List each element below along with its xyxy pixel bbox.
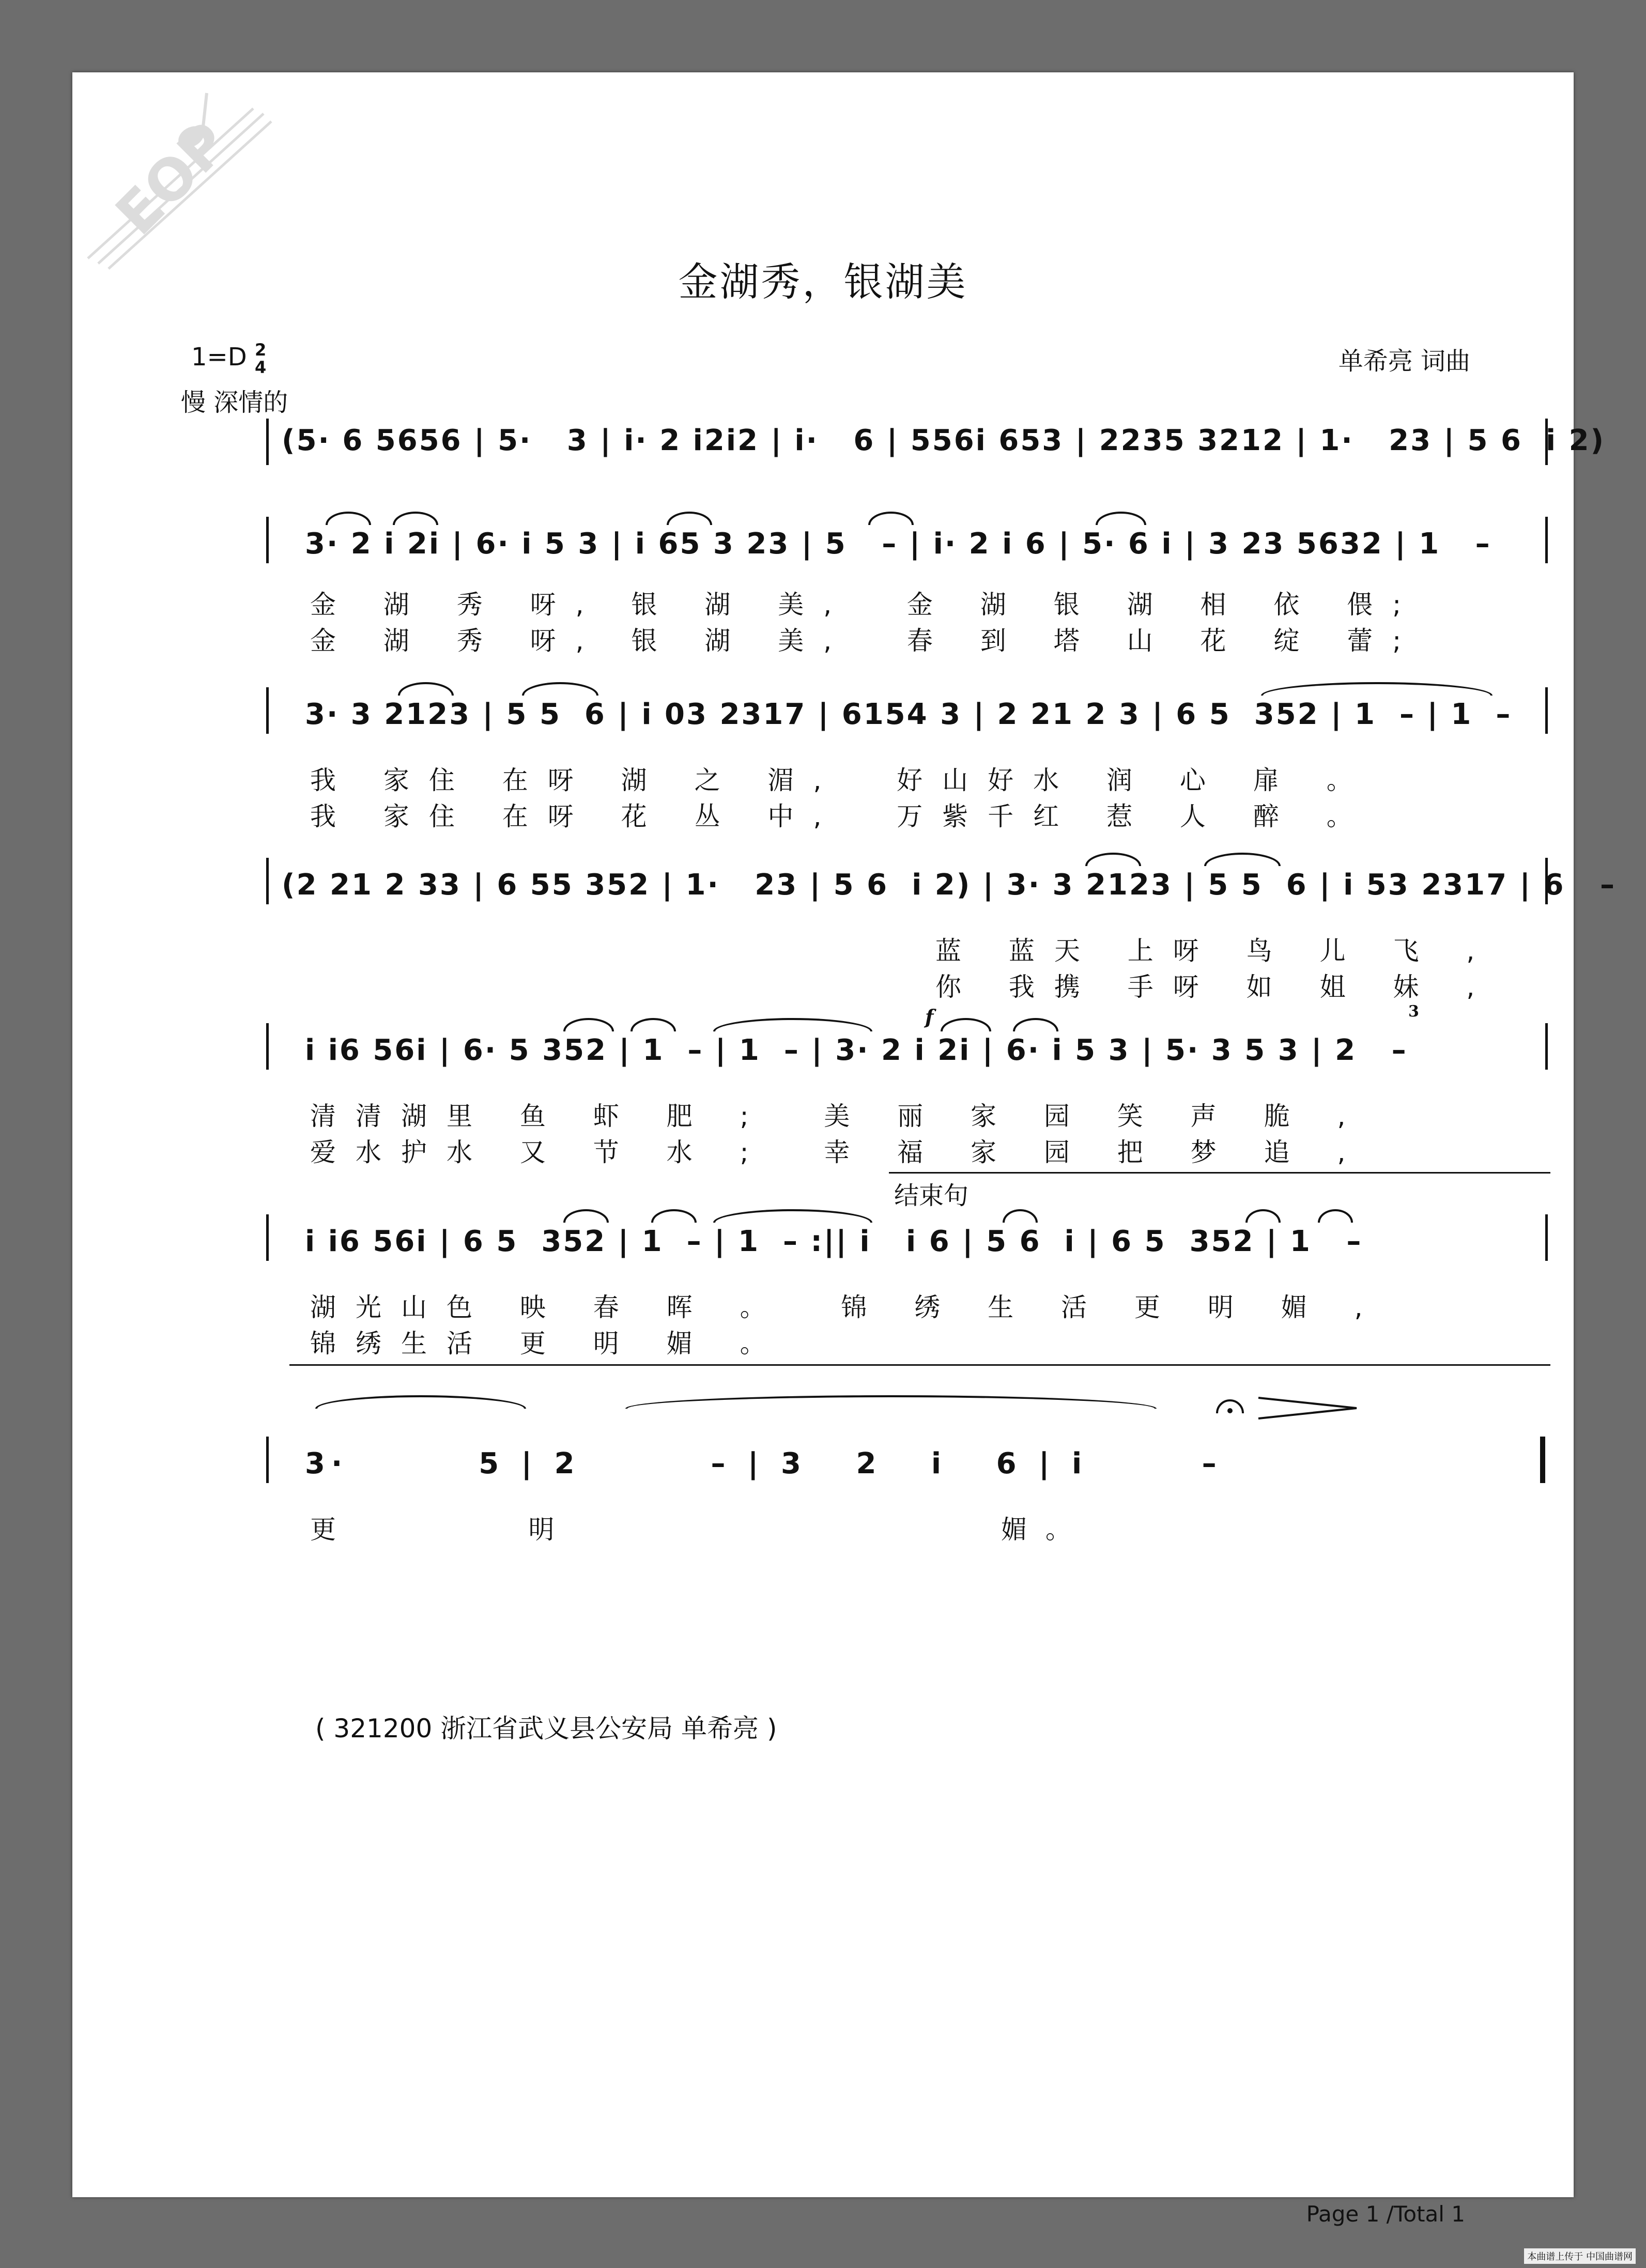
upload-footer: 本曲谱上传于 中国曲谱网 xyxy=(1524,2248,1636,2264)
barline xyxy=(1545,517,1548,563)
slur xyxy=(563,1018,614,1031)
barline xyxy=(1545,687,1548,734)
slur xyxy=(1096,512,1146,525)
barline xyxy=(266,858,269,904)
slur xyxy=(667,512,712,525)
slur xyxy=(630,1018,676,1031)
song-title: 金湖秀，银湖美 xyxy=(678,259,968,305)
slur xyxy=(713,1018,872,1031)
lyric-verse-1: 金 湖 秀 呀, 银 湖 美, 金 湖 银 湖 相 依 偎; xyxy=(310,590,1421,620)
lyric-verse-1: 清清湖里 鱼 虾 肥 ; 美 丽 家 园 笑 声 脆 , xyxy=(310,1101,1365,1131)
slur xyxy=(868,512,914,525)
time-signature xyxy=(255,341,266,376)
page-number: Page 1 /Total 1 xyxy=(1306,2201,1465,2227)
lyric-verse-2: 我 家住 在呀 花 丛 中, 万紫千红 惹 人 醉 。 xyxy=(310,801,1372,831)
lyric-line: 更 明 媚 。 xyxy=(310,1515,1076,1545)
slur xyxy=(563,1209,609,1223)
lyric-verse-2: 爱水护水 又 节 水 ; 幸 福 家 园 把 梦 追 , xyxy=(310,1137,1365,1167)
slur xyxy=(1003,1209,1038,1223)
slur xyxy=(941,1018,991,1031)
score-row-5 xyxy=(186,1002,1561,1209)
slur xyxy=(713,1209,872,1223)
notation-line: 3· 5 | 2 – | 3 2 i 6 | i – xyxy=(305,1447,1223,1480)
lyric-verse-1: 我 家住 在呀 湖 之 湄, 好山好水 润 心 扉 。 xyxy=(310,765,1372,795)
eop-logo xyxy=(78,88,274,274)
key-label: 1=D xyxy=(191,343,247,372)
lyric-verse-2: 你 我携 手呀 如 姐 妹 , xyxy=(935,972,1495,1002)
score-row-2 xyxy=(186,496,1561,692)
barline xyxy=(266,517,269,563)
lyric-verse-2: 金 湖 秀 呀, 银 湖 美, 春 到 塔 山 花 绽 蕾; xyxy=(310,626,1421,656)
notation-line: 3· 2 i 2i | 6· i 5 3 | i 65 3 23 | 5 – | i· 2 i 6 | 5· 6 i | 3 23 5632 | 1 – xyxy=(305,527,1491,561)
lyric-verse-1: 蓝 蓝天 上呀 鸟 儿 飞 , xyxy=(935,936,1495,966)
notation-line: 3· 3 2123 | 5 5 6 | i 03 2317 | 6154 3 | 2 21 2 3 | 6 5 352 | 1 – | 1 – xyxy=(305,698,1512,731)
barline xyxy=(266,1023,269,1070)
author-address: ( 321200 浙江省武义县公安局 单希亮 ) xyxy=(315,1714,777,1744)
slur xyxy=(326,512,371,525)
slur xyxy=(1013,1018,1058,1031)
score-page xyxy=(72,72,1616,2227)
slur xyxy=(398,682,454,696)
barline xyxy=(266,419,269,465)
slur xyxy=(1245,1209,1281,1223)
slur xyxy=(393,512,438,525)
barline xyxy=(1545,1214,1548,1261)
time-signature-top: 2 xyxy=(254,340,267,360)
score-row-3 xyxy=(186,667,1561,853)
ending-label: 结束句 xyxy=(894,1181,969,1210)
lyric-verse-1: 湖光山色 映 春 晖 。 锦 绣 生 活 更 明 媚 , xyxy=(310,1292,1382,1322)
watermark-text: EOP xyxy=(103,110,241,248)
fermata-icon xyxy=(1214,1395,1245,1416)
coda-line xyxy=(289,1364,1550,1366)
notation-line: (2 21 2 33 | 6 55 352 | 1· 23 | 5 6 i 2) | 3· 3 2123 | 5 5 6 | i 53 2317 | 6 – xyxy=(282,868,1616,902)
slur xyxy=(1318,1209,1353,1223)
barline xyxy=(266,1437,269,1483)
forte-mark: f xyxy=(925,1005,934,1028)
time-signature-bottom: 4 xyxy=(254,358,267,377)
notation-line: i i6 56i | 6 5 352 | 1 – | 1 – :|| i i 6 | 5 6 i | 6 5 352 | 1 – xyxy=(305,1225,1363,1258)
lyric-verse-2: 锦绣生活 更 明 媚 。 xyxy=(310,1329,786,1359)
slur xyxy=(625,1395,1157,1409)
slur xyxy=(522,682,598,696)
slur xyxy=(315,1395,526,1409)
score-row-6 xyxy=(186,1194,1561,1390)
notation-line: (5· 6 5656 | 5· 3 | i· 2 i2i2 | i· 6 | 556i 653 | 2235 3212 | 1· 23 | 5 6 i 2) xyxy=(282,424,1606,457)
notation-line: i i6 56i | 6· 5 352 | 1 – | 1 – | 3· 2 i 2i | 6· i 5 3 | 5· 3 5 3 | 2 – xyxy=(305,1033,1408,1067)
triplet-mark: 3 xyxy=(1408,1002,1419,1021)
barline xyxy=(266,1214,269,1261)
score-row-7 xyxy=(186,1364,1561,1571)
tempo-marking: 慢 深情的 xyxy=(181,388,288,417)
final-barline xyxy=(1540,1437,1545,1483)
score-row-1 xyxy=(186,413,1606,486)
slur xyxy=(651,1209,697,1223)
barline xyxy=(266,687,269,734)
slur xyxy=(1204,853,1281,866)
slur xyxy=(1261,682,1493,696)
ending-bracket xyxy=(889,1172,1550,1174)
barline xyxy=(1545,1023,1548,1070)
slur xyxy=(1085,853,1141,866)
key-signature xyxy=(191,341,266,376)
decrescendo-icon xyxy=(1256,1395,1359,1421)
composer: 单希亮 词曲 xyxy=(1338,347,1470,376)
